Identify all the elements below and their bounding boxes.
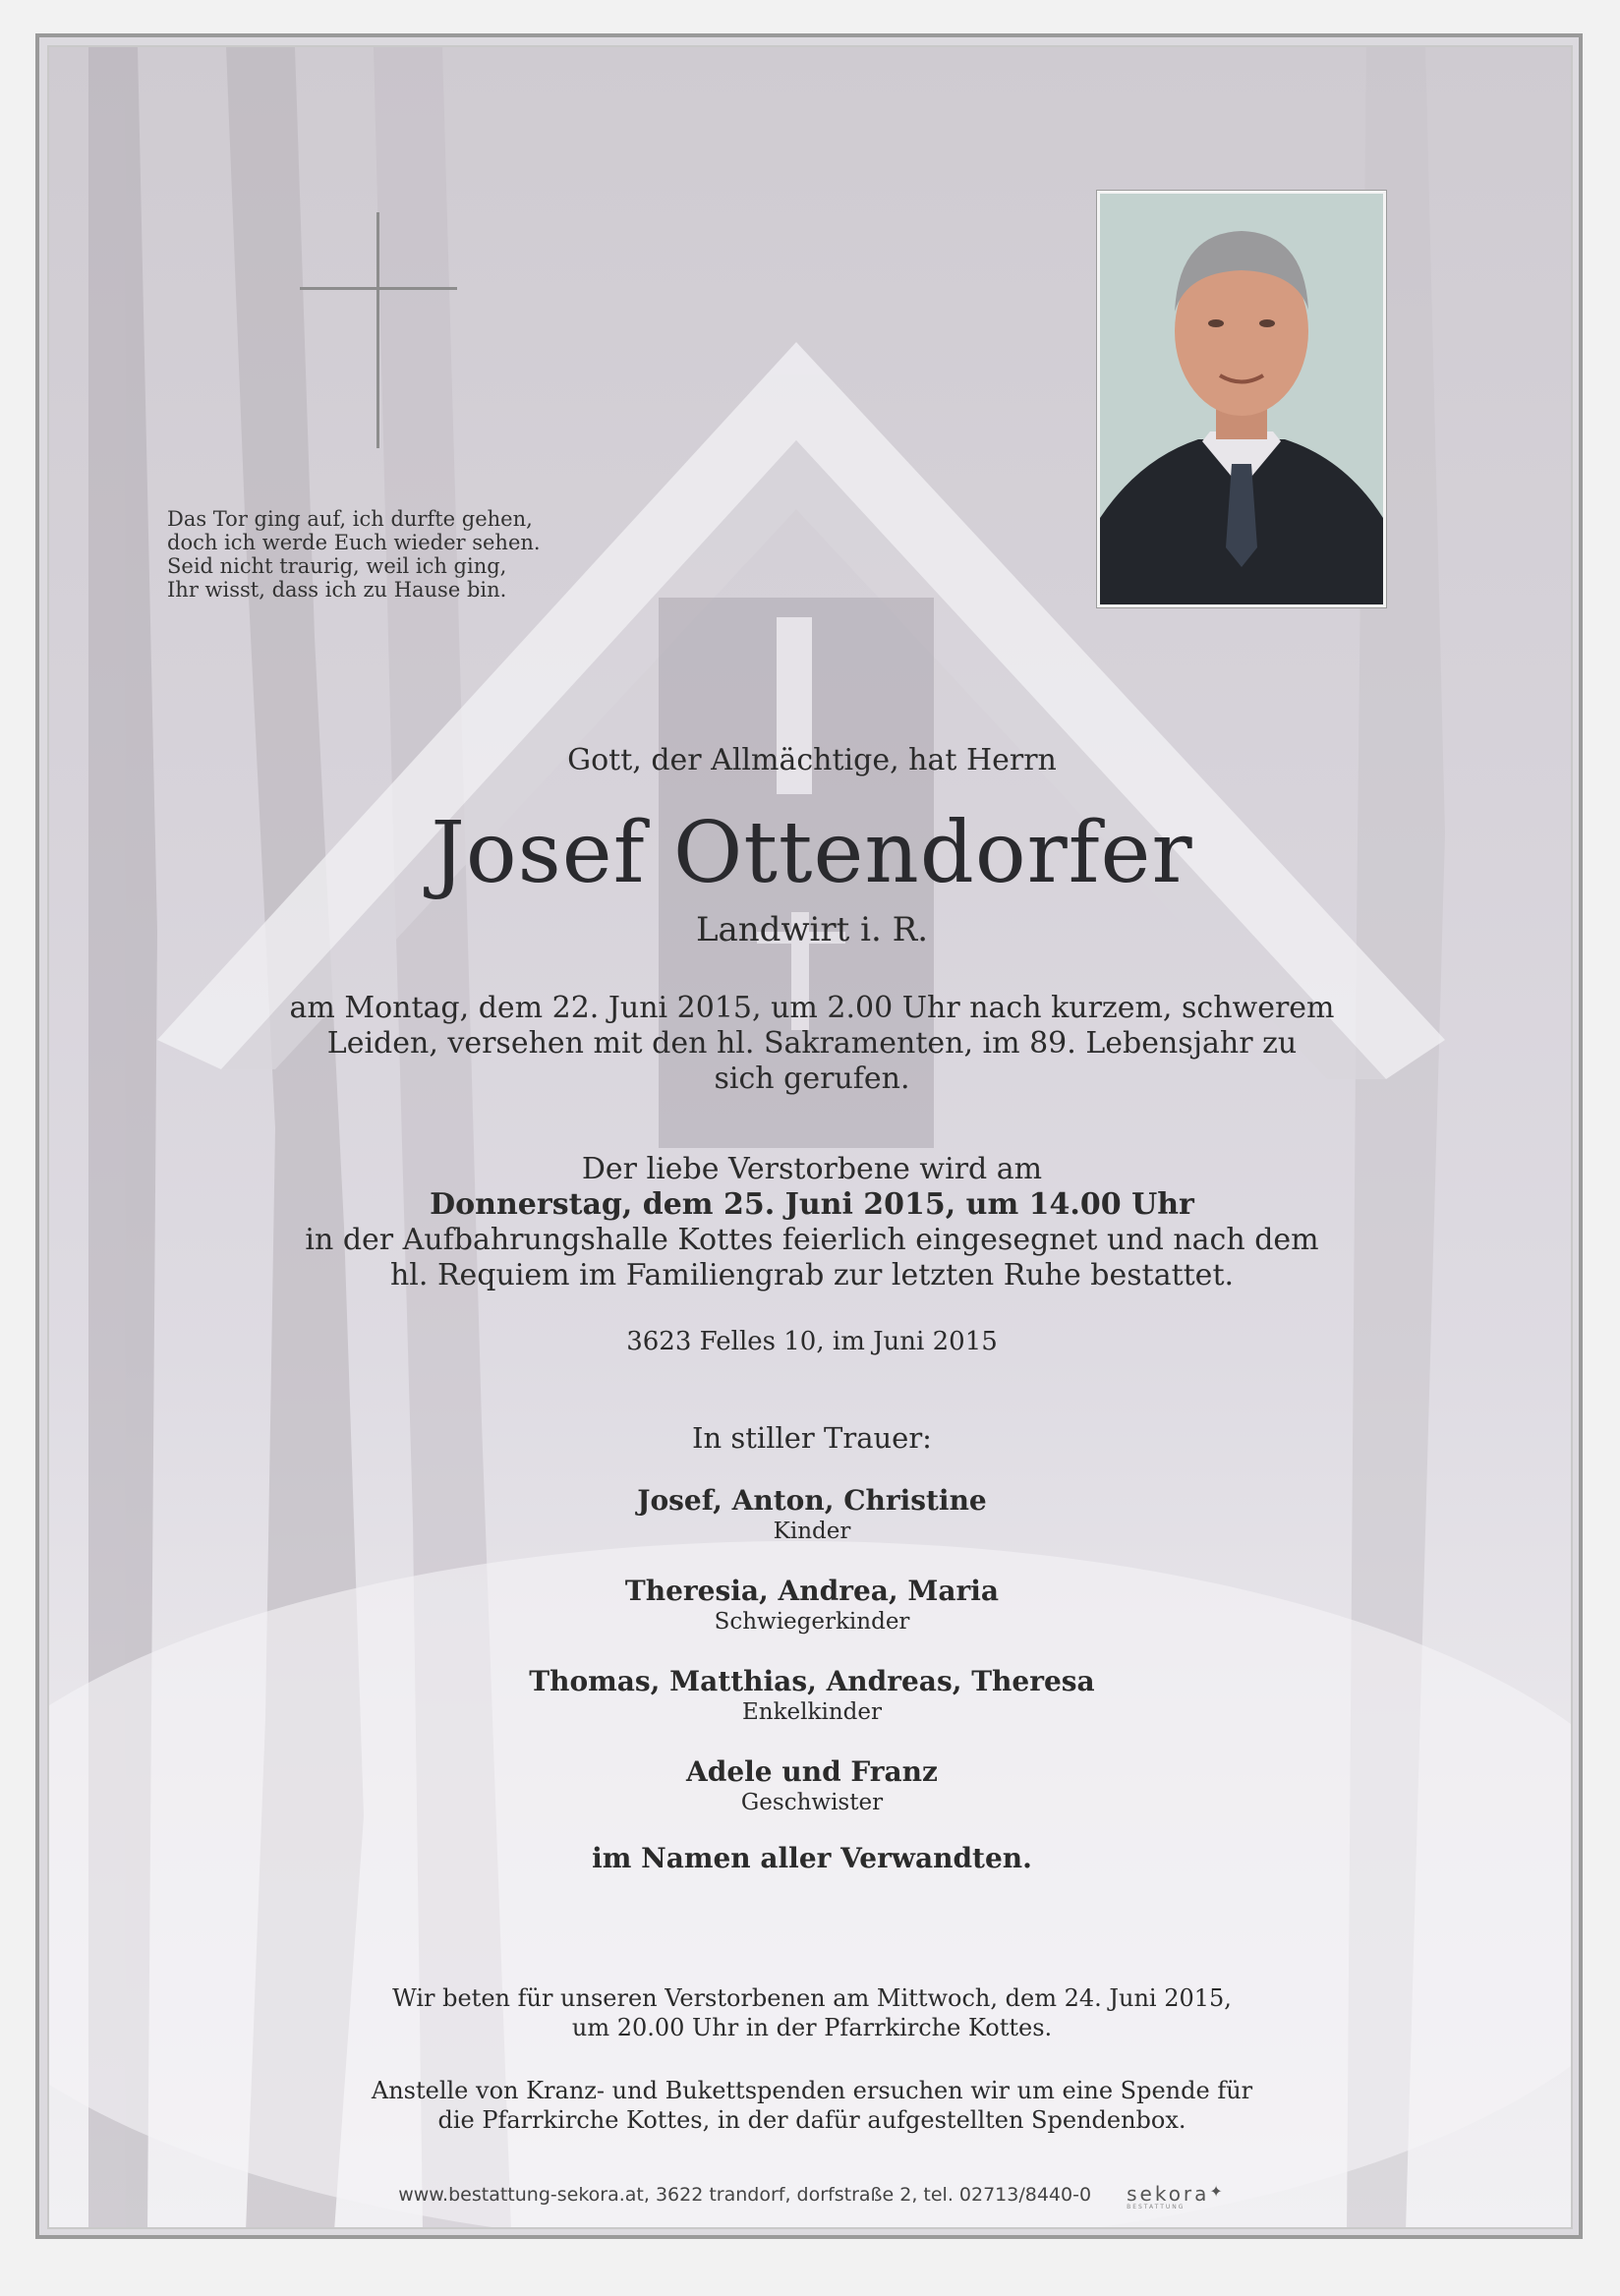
logo-subtitle: BESTATTUNG <box>1127 2204 1186 2210</box>
verse-line: doch ich werde Euch wieder sehen. <box>167 531 541 554</box>
donation-line: Anstelle von Kranz- und Bukettspenden ersuchen wir um eine Spende für <box>371 2077 1253 2104</box>
sekora-logo <box>1127 2182 1226 2210</box>
prayer-notice <box>49 1983 1573 2042</box>
place-dateline: 3623 Felles 10, im Juni 2015 <box>626 1327 998 1356</box>
mourner-group <box>49 1575 1573 1635</box>
donation-notice <box>49 2076 1573 2135</box>
mourner-role: Geschwister <box>740 1790 884 1815</box>
mourner-group <box>49 1484 1573 1544</box>
intro-line: Gott, der Allmächtige, hat Herrn <box>567 743 1057 777</box>
donation-line: die Pfarrkirche Kottes, in der dafür aufgestellten Spendenbox. <box>437 2106 1186 2134</box>
funeral-line: in der Aufbahrungshalle Kottes feierlich eingesegnet und nach dem <box>305 1223 1319 1257</box>
verse-line: Ihr wisst, dass ich zu Hause bin. <box>167 578 507 602</box>
funeral-line: hl. Requiem im Familiengrab zur letzten Ruhe bestattet. <box>389 1258 1235 1292</box>
death-line: am Montag, dem 22. Juni 2015, um 2.00 Uhr nach kurzem, schwerem <box>289 991 1335 1025</box>
mourner-group <box>49 1665 1573 1725</box>
mourner-group <box>49 1755 1573 1815</box>
death-line: Leiden, versehen mit den hl. Sakramenten, im 89. Lebensjahr zu <box>326 1026 1298 1061</box>
deceased-occupation: Landwirt i. R. <box>695 910 929 949</box>
prayer-line: Wir beten für unseren Verstorbenen am Mittwoch, dem 24. Juni 2015, <box>392 1984 1232 2012</box>
prayer-line: um 20.00 Uhr in der Pfarrkirche Kottes. <box>571 2014 1053 2041</box>
mourners-closing: im Namen aller Verwandten. <box>592 1842 1032 1874</box>
mourner-names: Thomas, Matthias, Andreas, Theresa <box>529 1665 1095 1697</box>
mourner-names: Adele und Franz <box>686 1755 938 1788</box>
memorial-verse <box>167 507 541 602</box>
footer-contact: www.bestattung-sekora.at, 3622 trandorf, dorfstraße 2, tel. 02713/8440-0 <box>398 2184 1092 2206</box>
deceased-name: Josef Ottendorfer <box>431 804 1193 902</box>
mourner-names: Theresia, Andrea, Maria <box>624 1575 1000 1607</box>
parte-card <box>47 45 1573 2229</box>
death-announcement <box>49 991 1573 1097</box>
verse-line: Das Tor ging auf, ich durfte gehen, <box>167 507 533 531</box>
cross-icon <box>300 212 457 448</box>
funeral-date: Donnerstag, dem 25. Juni 2015, um 14.00 Uhr <box>430 1187 1194 1222</box>
logo-text: sekora <box>1127 2182 1210 2206</box>
funeral-intro: Der liebe Verstorbene wird am <box>581 1152 1043 1186</box>
funeral-announcement <box>49 1152 1573 1293</box>
death-line: sich gerufen. <box>714 1062 910 1096</box>
portrait-photo <box>1097 191 1386 607</box>
footer <box>49 2182 1573 2210</box>
portrait-illustration <box>1100 194 1383 604</box>
mourner-role: Enkelkinder <box>742 1699 882 1725</box>
mourners-heading: In stiller Trauer: <box>692 1421 932 1455</box>
dove-icon: ✦ <box>1209 2182 1226 2201</box>
mourner-names: Josef, Anton, Christine <box>637 1484 987 1517</box>
mourner-role: Kinder <box>773 1519 851 1544</box>
verse-line: Seid nicht traurig, weil ich ging, <box>167 554 507 578</box>
mourner-role: Schwiegerkinder <box>714 1609 910 1635</box>
